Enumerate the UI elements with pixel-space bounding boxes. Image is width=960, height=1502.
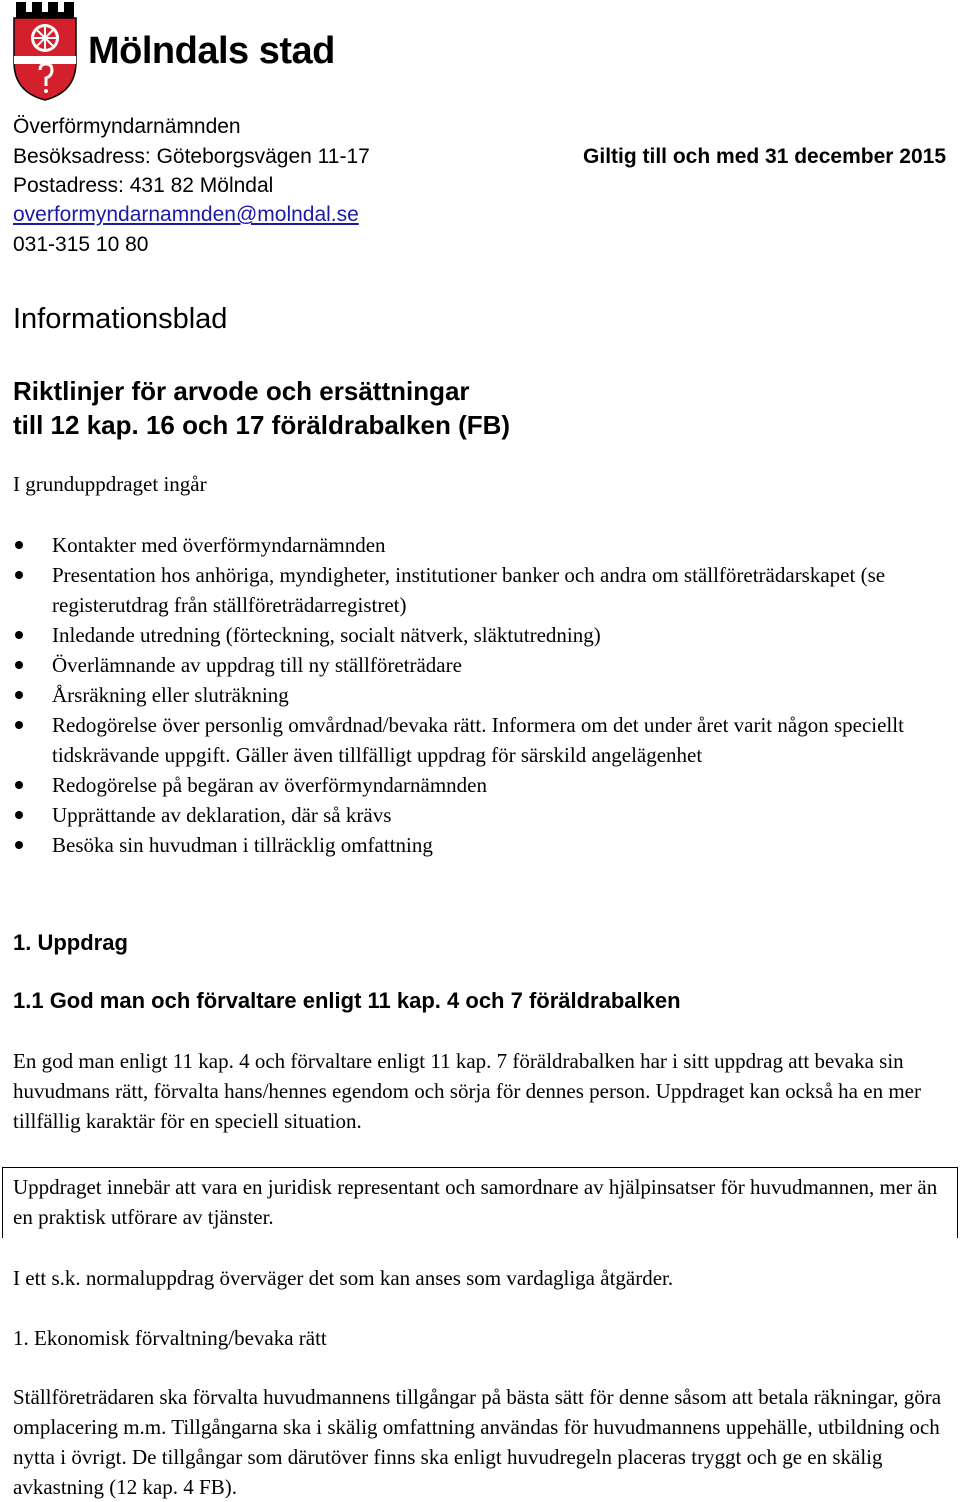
list-item: Redogörelse på begäran av överförmyndarnämnden: [0, 770, 940, 800]
email-link[interactable]: overformyndarnamnden@molndal.se: [13, 203, 359, 226]
list-item: Presentation hos anhöriga, myndigheter, institutioner banker och andra om ställföreträdarskapet (se registerutdrag från ställföreträdarregistret): [0, 560, 940, 620]
brand-name: Mölndals stad: [88, 30, 335, 72]
list-item: Redogörelse över personlig omvårdnad/bevaka rätt. Informera om det under året varit någon speciellt tidskrävande uppgift. Gäller även tillfälligt uppdrag för särskild angelägenhet: [0, 710, 940, 770]
bullet-icon: [15, 841, 23, 849]
info-title: Informationsblad: [13, 303, 228, 335]
visit-address: Besöksadress: Göteborgsvägen 11-17: [13, 145, 370, 168]
boxed-paragraph: Uppdraget innebär att vara en juridisk representant och samordnare av hjälpinsatser för huvudmannen, mer än en praktisk utförare av tjänster.: [13, 1175, 938, 1229]
paragraph-1: En god man enligt 11 kap. 4 och förvaltare enligt 11 kap. 7 föräldrabalken har i sitt uppdrag att bevaka sin huvudmans rätt, förvalta hans/hennes egendom och sörja för dennes person. Uppdraget kan också ha en mer tillfällig karaktär för en speciell situation.: [13, 1049, 921, 1133]
paragraph-3: Ställföreträdaren ska förvalta huvudmannens tillgångar på bästa sätt för denne såsom att betala räkningar, göra omplacering m.m. Tillgångarna ska i skälig omfattning användas för huvudmannens uppehälle, utbildning och nytta i övrigt. De tillgångar som därutöver finns ska enligt huvudregeln placeras tryggt och ge en skälig avkastning (12 kap. 4 FB).: [13, 1385, 942, 1499]
validity-notice: Giltig till och med 31 december 2015: [583, 145, 946, 168]
subsection-heading: 1. Ekonomisk förvaltning/bevaka rätt: [13, 1326, 327, 1350]
postal-address: Postadress: 431 82 Mölndal: [13, 174, 274, 197]
intro-text: I grunduppdraget ingår: [13, 472, 207, 496]
section-heading-1-1: 1.1 God man och förvaltare enligt 11 kap. 4 och 7 föräldrabalken: [13, 988, 681, 1013]
list-item: Kontakter med överförmyndarnämnden: [0, 530, 940, 560]
list-item: Årsräkning eller sluträkning: [0, 680, 940, 710]
list-item: Överlämnande av uppdrag till ny ställföreträdare: [0, 650, 940, 680]
list-item: Besöka sin huvudman i tillräcklig omfattning: [0, 830, 940, 860]
bullet-icon: [15, 721, 23, 729]
list-item: Inledande utredning (förteckning, socialt nätverk, släktutredning): [0, 620, 940, 650]
list-item: Upprättande av deklaration, där så krävs: [0, 800, 940, 830]
duties-list: [0, 530, 940, 860]
bullet-icon: [15, 691, 23, 699]
main-title-line-1: Riktlinjer för arvode och ersättningar: [13, 376, 470, 406]
section-heading-1: 1. Uppdrag: [13, 930, 128, 955]
bullet-icon: [15, 781, 23, 789]
bullet-icon: [15, 661, 23, 669]
bullet-icon: [15, 571, 23, 579]
office-name: Överförmyndarnämnden: [13, 115, 241, 138]
molndal-coat-of-arms-icon: [10, 0, 80, 102]
main-title-line-2: till 12 kap. 16 och 17 föräldrabalken (FB): [13, 410, 511, 440]
highlight-box: [2, 1167, 958, 1238]
bullet-icon: [15, 631, 23, 639]
bullet-icon: [15, 541, 23, 549]
phone-number: 031-315 10 80: [13, 233, 149, 256]
bullet-icon: [15, 811, 23, 819]
paragraph-2: I ett s.k. normaluppdrag överväger det som kan anses som vardagliga åtgärder.: [13, 1266, 674, 1290]
